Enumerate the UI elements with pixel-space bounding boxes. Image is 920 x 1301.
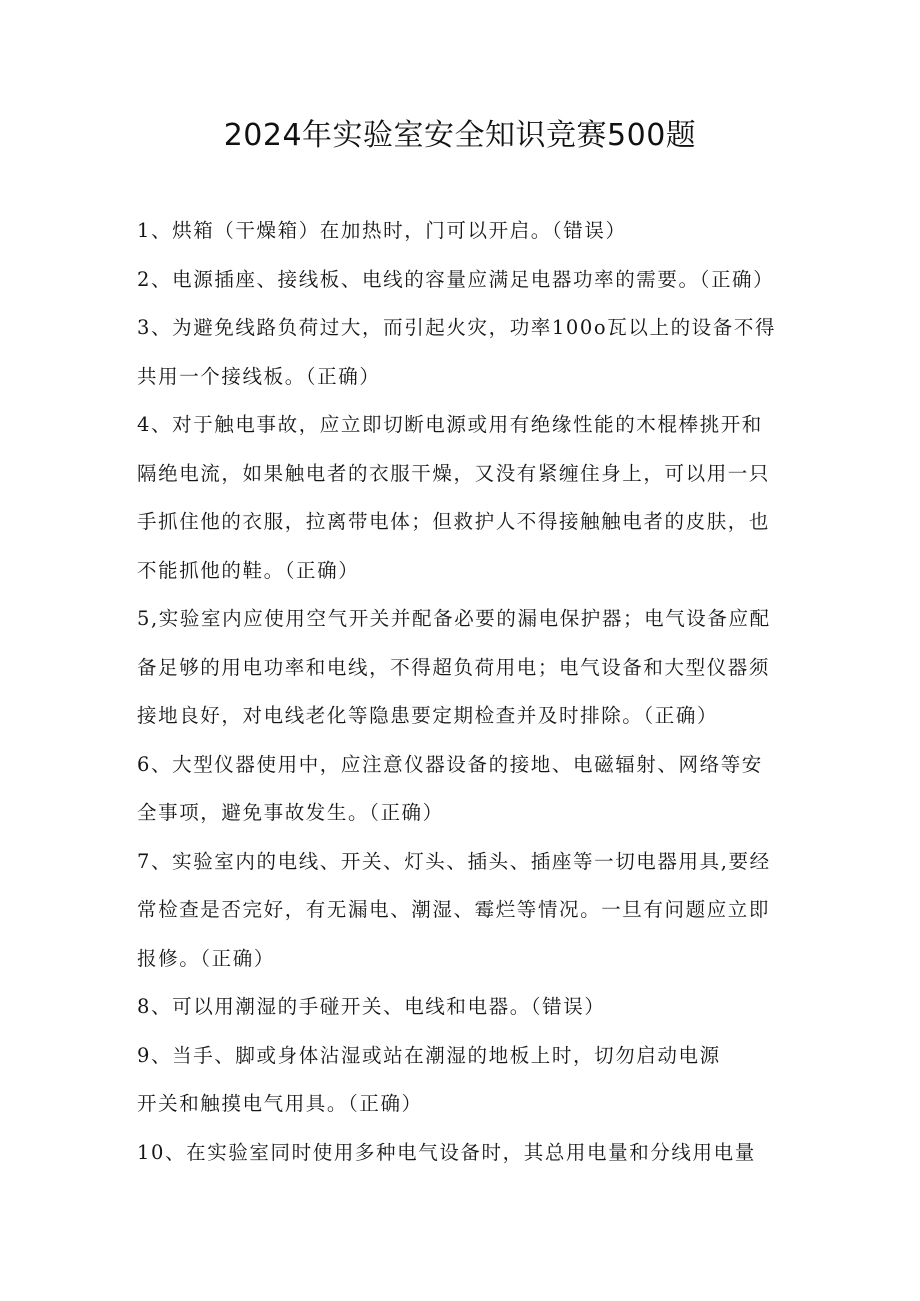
question-list — [137, 207, 797, 1177]
question-item: 2、电源插座、接线板、电线的容量应满足电器功率的需要。（正确） — [137, 267, 775, 291]
question-item: 1、烘箱（干燥箱）在加热时，门可以开启。（错误） — [137, 219, 627, 242]
question-item: 3、为避免线路负荷过大，而引起火灾，功率100o瓦以上的设备不得 共用一个接线板。（正确） — [137, 316, 777, 388]
question-item: 10、在实验室同时使用多种电气设备时，其总用电量和分线用电量 — [137, 1140, 756, 1164]
question-item: 7、实验室内的电线、开关、灯头、插头、插座等一切电器用具,要经 常检查是否完好，有无漏电、潮湿、霉烂等情况。一旦有问题应立即 报修。（正确） — [137, 849, 771, 970]
question-item: 9、当手、脚或身体沾湿或站在潮湿的地板上时，切勿启动电源 开关和触摸电气用具。（正确） — [137, 1043, 721, 1115]
question-item: 5,实验室内应使用空气开关并配备必要的漏电保护器；电气设备应配 备足够的用电功率和电线，不得超负荷用电；电气设备和大型仪器须 接地良好，对电线老化等隐患要定期检查并及时排除。（正确） — [137, 607, 771, 727]
question-item: 4、对于触电事故，应立即切断电源或用有绝缘性能的木棍棒挑开和 隔绝电流，如果触电者的衣服干燥，又没有紧缠住身上，可以用一只 手抓住他的衣服，拉离带电体；但救护人不得接触触电者的皮肤，也 不能抓他的鞋。（正确） — [137, 413, 771, 582]
question-item: 6、大型仪器使用中，应注意仪器设备的接地、电磁辐射、网络等安 全事项，避免事故发生。（正确） — [137, 752, 763, 824]
question-item: 8、可以用潮湿的手碰开关、电线和电器。（错误） — [137, 995, 606, 1018]
page-title: 2024年实验室安全知识竞赛500题 — [223, 118, 697, 153]
